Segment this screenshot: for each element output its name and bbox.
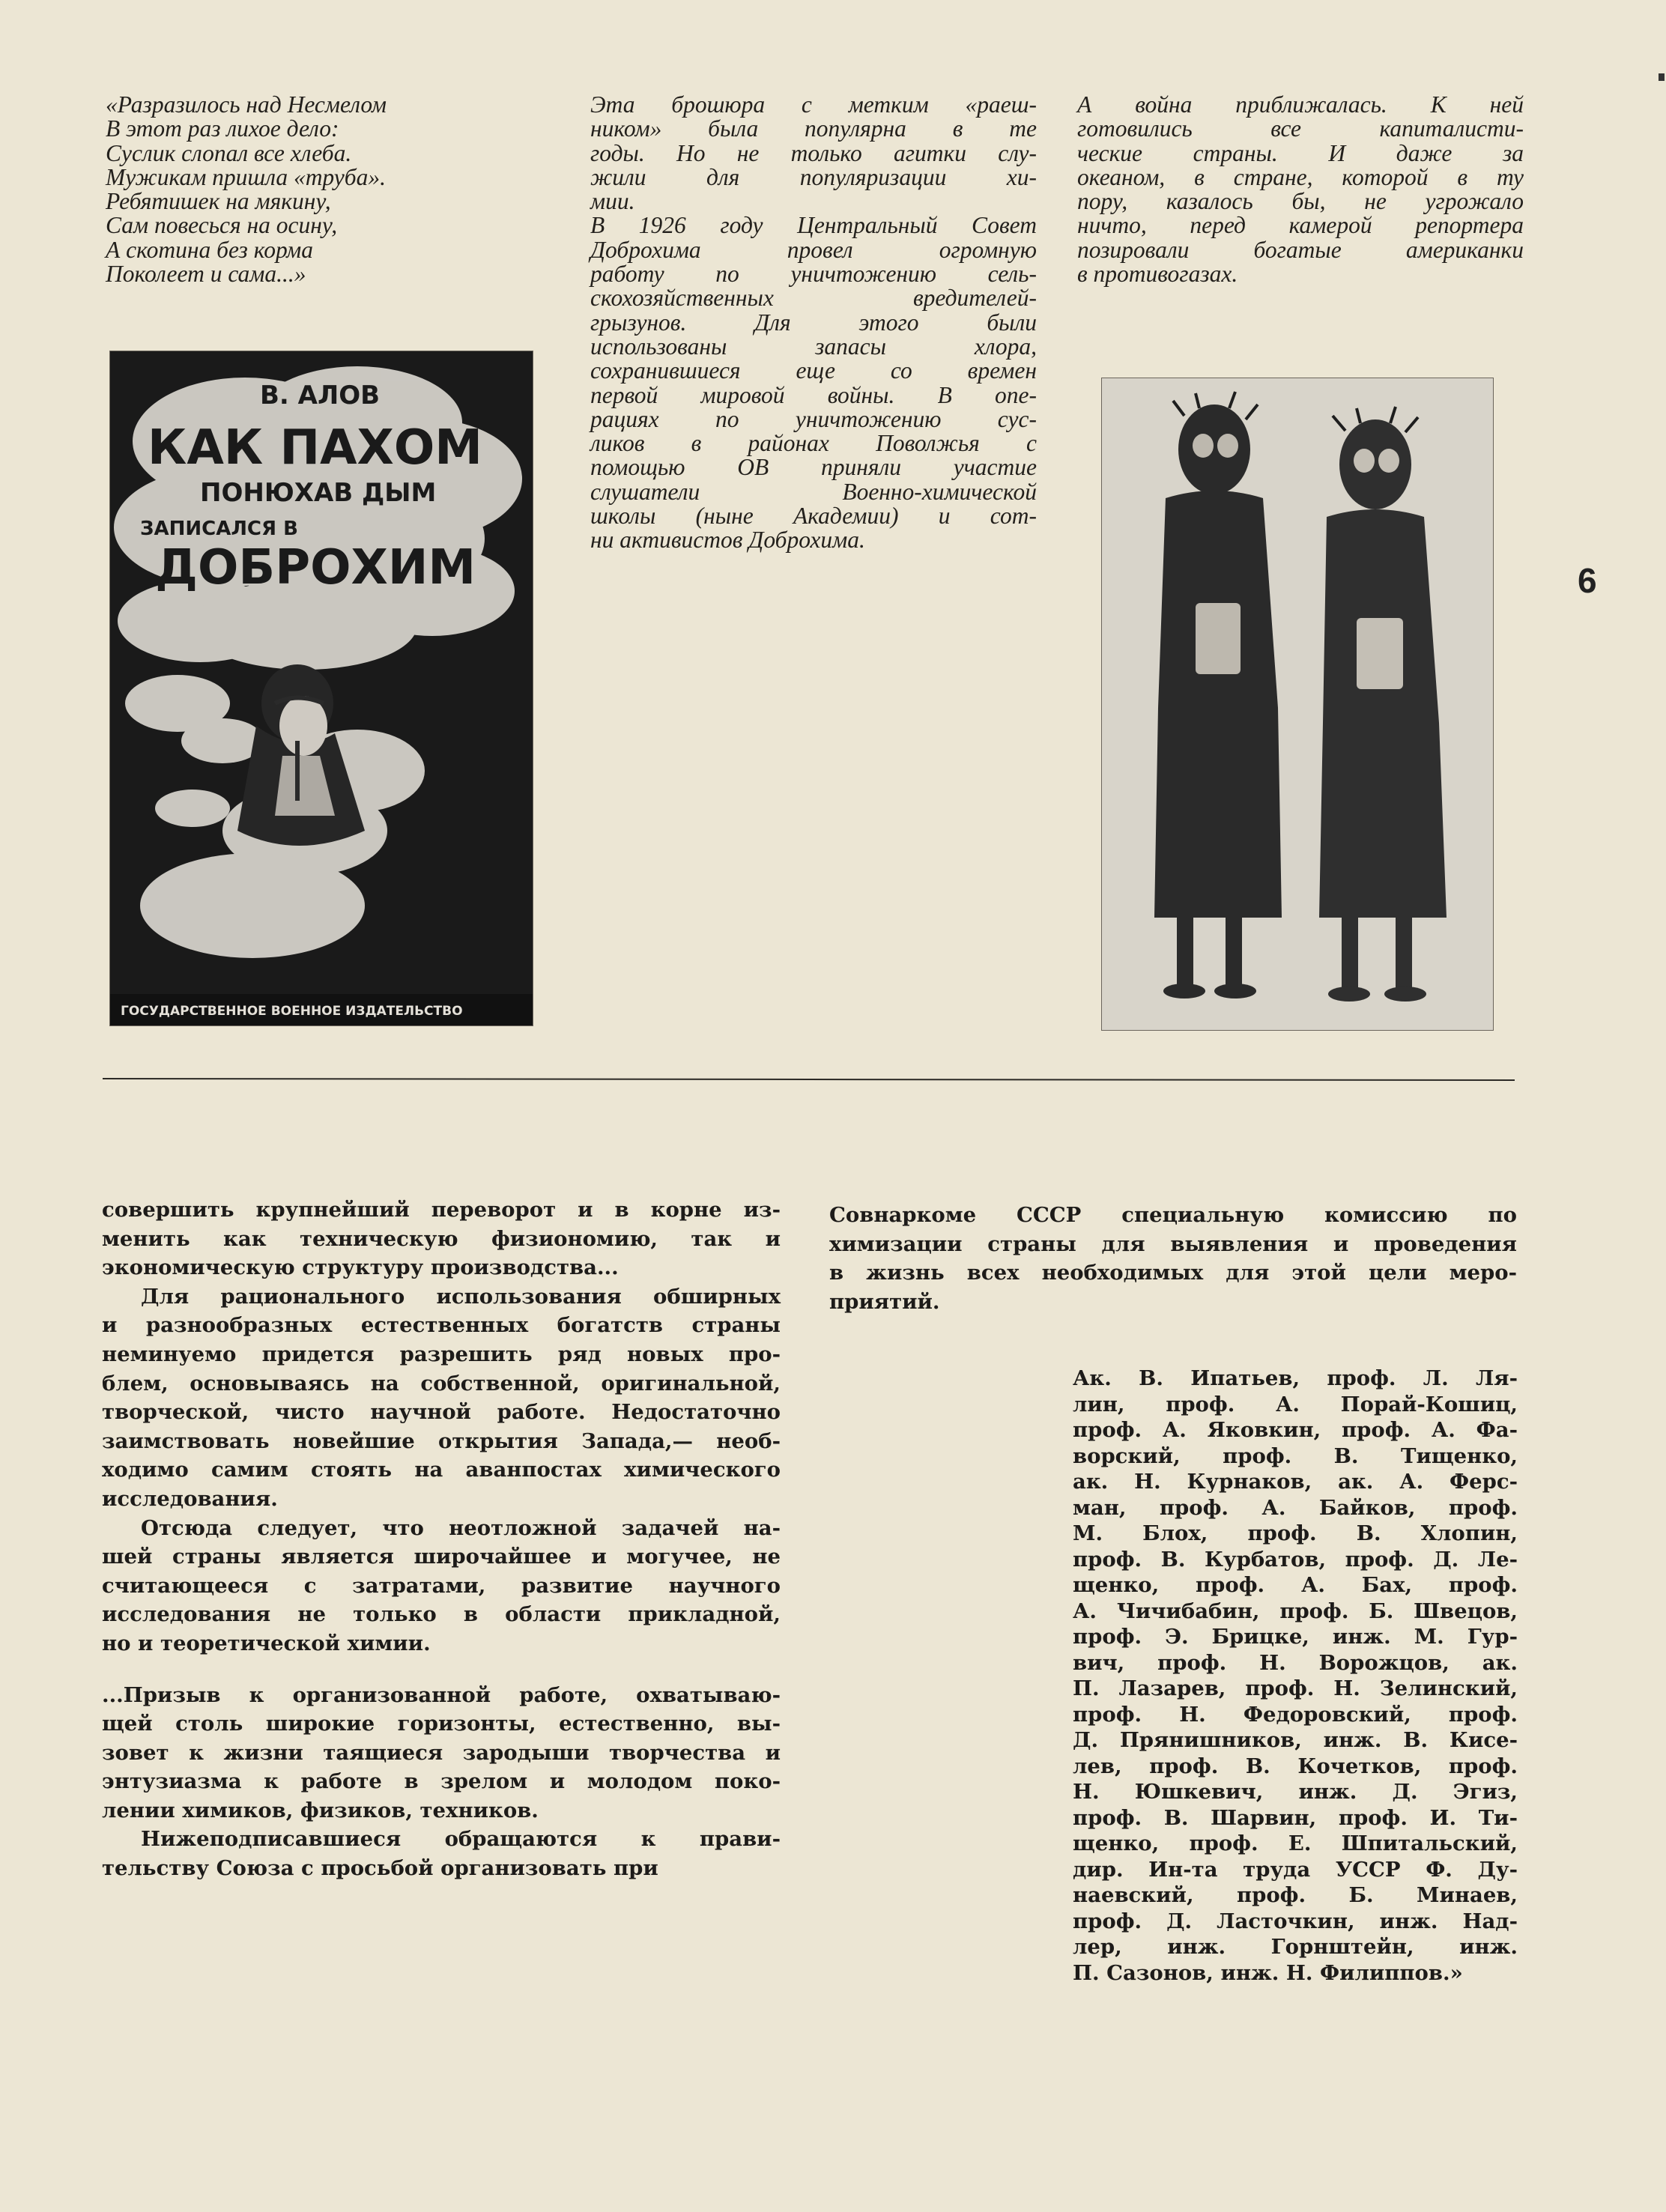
caption-line: грызунов. Для этого были bbox=[590, 309, 1037, 336]
letter-line: лении химиков, физиков, техников. bbox=[102, 1798, 539, 1822]
signature-line: П. Лазарев, проф. Н. Зелинский, bbox=[1073, 1676, 1518, 1700]
signature-line: А. Чичибабин, проф. Б. Швецов, bbox=[1073, 1599, 1518, 1623]
book-cover-image bbox=[109, 351, 533, 1026]
caption-line: сохранившиеся еще со времен bbox=[590, 357, 1037, 384]
caption-line: ни активистов Доброхима. bbox=[590, 527, 865, 554]
caption-line: в противогазах. bbox=[1077, 261, 1238, 288]
letter-line: считающееся с затратами, развитие научного bbox=[102, 1573, 781, 1598]
caption-line: готовились все капиталисти- bbox=[1077, 115, 1524, 142]
letter-line: в жизнь всех необходимых для этой цели меро- bbox=[829, 1261, 1517, 1285]
signature-line: проф. В. Шарвин, проф. И. Ти- bbox=[1073, 1805, 1518, 1830]
signature-line: Н. Юшкевич, инж. Д. Эгиз, bbox=[1073, 1780, 1518, 1804]
signature-line: ман, проф. А. Байков, проф. bbox=[1073, 1495, 1518, 1520]
signature-line: М. Блох, проф. В. Хлопин, bbox=[1073, 1521, 1518, 1545]
caption-line: использованы запасы хлора, bbox=[590, 333, 1037, 360]
book-title-line3: ЗАПИСАЛСЯ В bbox=[140, 518, 298, 540]
caption-column-right bbox=[1077, 93, 1524, 286]
signatures-list bbox=[1073, 1366, 1518, 1986]
signature-line: лин, проф. А. Порай-Кошиц, bbox=[1073, 1392, 1518, 1416]
letter-line: Совнаркоме СССР специальную комиссию по bbox=[829, 1203, 1517, 1227]
section-divider bbox=[103, 1078, 1515, 1081]
letter-line: исследования не только в области прикладной, bbox=[102, 1602, 781, 1627]
poem-stanza bbox=[106, 93, 510, 286]
caption-line: ничто, перед камерой репортера bbox=[1077, 212, 1524, 239]
signature-line: проф. Н. Федоровский, проф. bbox=[1073, 1702, 1518, 1727]
caption-line: пору, казалось бы, не угрожало bbox=[1077, 188, 1524, 215]
caption-line: ческие страны. И даже за bbox=[1077, 139, 1524, 166]
letter-line: блем, основываясь на собственной, оригинальной, bbox=[102, 1371, 781, 1396]
caption-line: мии. bbox=[590, 188, 635, 215]
poem-line: Ребятишек на мякину, bbox=[106, 188, 331, 215]
caption-column-middle bbox=[590, 93, 1037, 553]
letter-line: творческой, чисто научной работе. Недостаточно bbox=[102, 1400, 781, 1425]
book-publisher: ГОСУДАРСТВЕННОЕ ВОЕННОЕ ИЗДАТЕЛЬСТВО bbox=[121, 1004, 463, 1019]
caption-line: помощью ОВ приняли участие bbox=[590, 454, 1037, 481]
letter-line: Нижеподписавшиеся обращаются к прави- bbox=[141, 1827, 781, 1852]
letter-line: менить как техническую физиономию, так и bbox=[102, 1226, 781, 1251]
book-author: В. АЛОВ bbox=[260, 381, 381, 410]
letter-text-left bbox=[102, 1196, 781, 1883]
book-title-line2: ПОНЮХАВ ДЫМ bbox=[200, 478, 437, 508]
signature-line: Д. Прянишников, инж. В. Кисе- bbox=[1073, 1728, 1518, 1752]
signature-line: проф. В. Курбатов, проф. Д. Ле- bbox=[1073, 1547, 1518, 1572]
letter-line: шей страны является широчайшее и могучее, не bbox=[102, 1545, 781, 1569]
signature-line: лер, инж. Горнштейн, инж. bbox=[1073, 1935, 1518, 1959]
letter-text-right bbox=[829, 1201, 1517, 1316]
letter-line: экономическую структуру производства... bbox=[102, 1255, 619, 1280]
poem-line: Сам повесься на осину, bbox=[106, 212, 338, 239]
signature-line: проф. Д. Ласточкин, инж. Над- bbox=[1073, 1909, 1518, 1933]
caption-line: позировали богатые американки bbox=[1077, 236, 1524, 263]
signature-line: проф. Э. Брицке, инж. М. Гур- bbox=[1073, 1625, 1518, 1649]
caption-line: ником» была популярна в те bbox=[590, 115, 1037, 142]
signature-line: ворский, проф. В. Тищенко, bbox=[1073, 1443, 1518, 1468]
book-title-line1: КАК ПАХОМ bbox=[148, 420, 482, 476]
letter-line: приятий. bbox=[829, 1289, 940, 1314]
book-title-line4: ДОБРОХИМ bbox=[155, 540, 476, 596]
letter-line: ...Призыв к организованной работе, охватываю- bbox=[102, 1682, 781, 1707]
letter-line: химизации страны для выявления и проведения bbox=[829, 1231, 1517, 1256]
signature-line: дир. Ин-та труда УССР Ф. Ду- bbox=[1073, 1857, 1518, 1882]
poem-line: В этот раз лихое дело: bbox=[106, 115, 339, 142]
caption-line: Эта брошюра с метким «раеш- bbox=[590, 91, 1037, 118]
letter-line: энтузиазма к работе в зрелом и молодом поко- bbox=[102, 1769, 781, 1794]
caption-line: А война приближалась. К ней bbox=[1077, 91, 1524, 118]
gas-mask-photo bbox=[1101, 378, 1494, 1031]
letter-line: совершить крупнейший переворот и в корне из- bbox=[102, 1198, 781, 1222]
letter-line: и разнообразных естественных богатств страны bbox=[102, 1313, 781, 1338]
caption-line: жили для популяризации хи- bbox=[590, 163, 1037, 190]
poem-line: А скотина без корма bbox=[106, 236, 314, 263]
poem-line: Суслик слопал все хлеба. bbox=[106, 139, 352, 166]
letter-line: ходимо самим стоять на аванпостах химического bbox=[102, 1458, 781, 1482]
caption-line: океаном, в стране, которой в ту bbox=[1077, 163, 1524, 190]
corner-mark bbox=[1659, 73, 1665, 81]
signature-line: вич, проф. Н. Ворожцов, ак. bbox=[1073, 1650, 1518, 1675]
letter-line: Отсюда следует, что неотложной задачей на- bbox=[141, 1515, 781, 1540]
poem-line: Мужикам пришла «труба». bbox=[106, 163, 386, 190]
letter-line: Для рационального использования обширных bbox=[141, 1284, 781, 1309]
caption-line: школы (ныне Академии) и сот- bbox=[590, 503, 1037, 530]
caption-line: рациях по уничтожению сус- bbox=[590, 405, 1037, 432]
book-cover-illustration bbox=[110, 351, 533, 1025]
caption-line: слушатели Военно-химической bbox=[590, 478, 1037, 505]
letter-line: зовет к жизни таящиеся зародыши творчества и bbox=[102, 1740, 781, 1765]
gas-mask-women-illustration bbox=[1102, 378, 1493, 1030]
signature-line: щенко, проф. Е. Шпитальский, bbox=[1073, 1831, 1518, 1855]
signature-line: Ак. В. Ипатьев, проф. Л. Ля- bbox=[1073, 1366, 1518, 1390]
signature-line: ак. Н. Курнаков, ак. А. Ферс- bbox=[1073, 1470, 1518, 1494]
letter-line: щей столь широкие горизонты, естественно, вы- bbox=[102, 1712, 781, 1736]
letter-line: неминуемо придется разрешить ряд новых про- bbox=[102, 1342, 781, 1366]
caption-line: скохозяйственных вредителей- bbox=[590, 285, 1037, 312]
signature-line: лев, проф. В. Кочетков, проф. bbox=[1073, 1754, 1518, 1778]
poem-line: Поколеет и сама...» bbox=[106, 261, 306, 288]
caption-line: первой мировой войны. В опе- bbox=[590, 381, 1037, 408]
page-number: 6 bbox=[1578, 561, 1597, 600]
caption-line: Доброхима провел огромную bbox=[590, 236, 1037, 263]
caption-line: годы. Но не только агитки слу- bbox=[590, 139, 1037, 166]
caption-line: В 1926 году Центральный Совет bbox=[590, 212, 1037, 239]
poem-line: «Разразилось над Несмелом bbox=[106, 91, 387, 118]
letter-line: тельству Союза с просьбой организовать при bbox=[102, 1856, 658, 1881]
caption-line: ликов в районах Поволжья с bbox=[590, 430, 1037, 457]
caption-line: работу по уничтожению сель- bbox=[590, 261, 1037, 288]
letter-line: но и теоретической химии. bbox=[102, 1631, 431, 1655]
signature-line: щенко, проф. А. Бах, проф. bbox=[1073, 1573, 1518, 1597]
signature-line: наевский, проф. Б. Минаев, bbox=[1073, 1883, 1518, 1907]
signature-line: П. Сазонов, инж. Н. Филиппов.» bbox=[1073, 1960, 1463, 1985]
signature-line: проф. А. Яковкин, проф. А. Фа- bbox=[1073, 1418, 1518, 1442]
letter-line: исследования. bbox=[102, 1486, 278, 1511]
letter-line: заимствовать новейшие открытия Запада,— необ- bbox=[102, 1428, 781, 1453]
